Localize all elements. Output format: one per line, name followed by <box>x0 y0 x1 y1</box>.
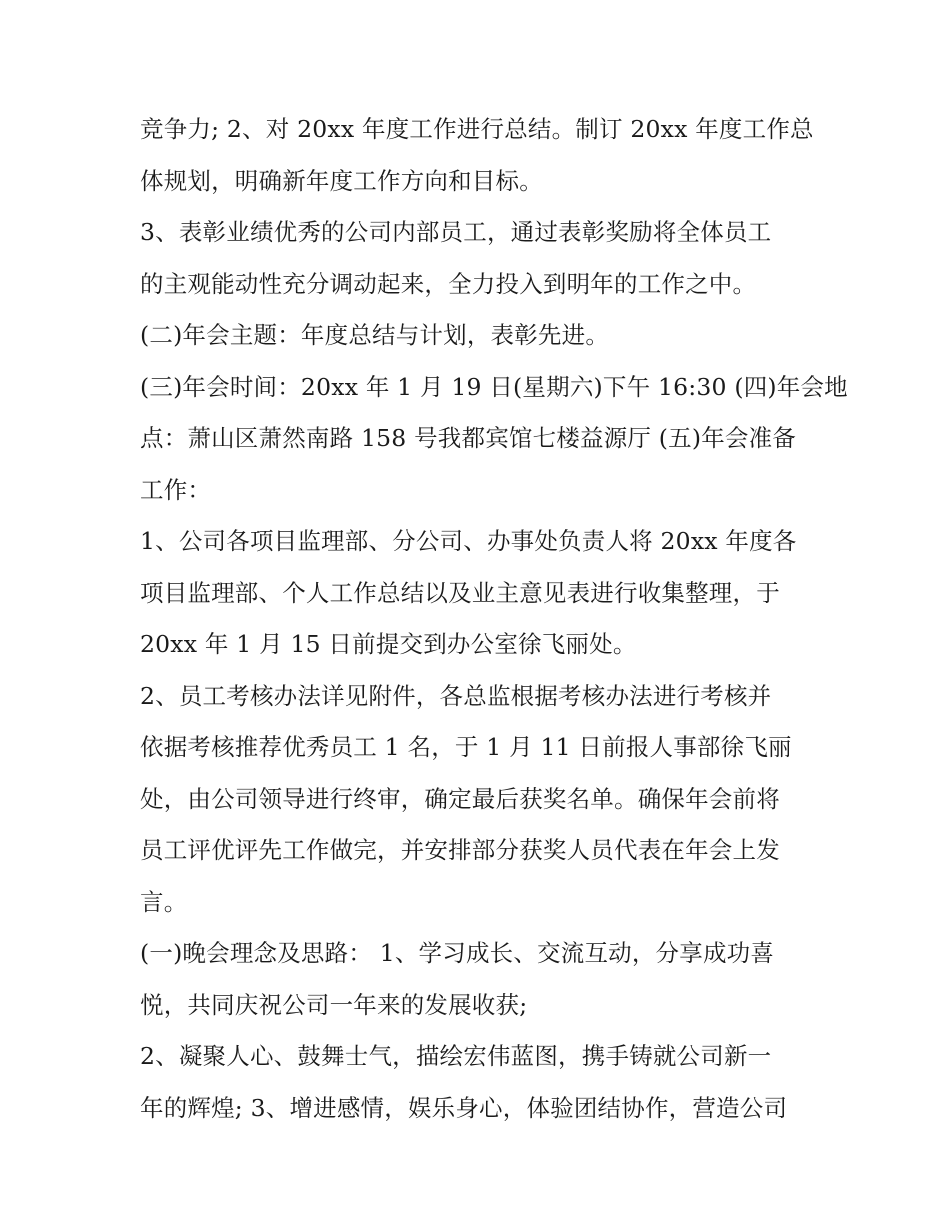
text-line: 1、公司各项目监理部、分公司、办事处负责人将 20xx 年度各 <box>140 527 797 555</box>
text-line: 20xx 年 1 月 15 日前提交到办公室徐飞丽处。 <box>140 630 637 658</box>
text-line: 依据考核推荐优秀员工 1 名，于 1 月 11 日前报人事部徐飞丽 <box>140 733 792 761</box>
text-line: 年的辉煌; 3、增进感情，娱乐身心，体验团结协作，营造公司 <box>140 1093 788 1122</box>
text-line: 悦，共同庆祝公司一年来的发展收获; <box>140 990 528 1019</box>
text-line: 处，由公司领导进行终审，确定最后获奖名单。确保年会前将 <box>140 784 780 813</box>
text-line: 点：萧山区萧然南路 158 号我都宾馆七楼益源厅 (五)年会准备 <box>140 424 796 452</box>
text-line: 项目监理部、个人工作总结以及业主意见表进行收集整理，于 <box>140 578 780 607</box>
text-line: 3、表彰业绩优秀的公司内部员工，通过表彰奖励将全体员工 <box>140 218 772 246</box>
text-line: 员工评优评先工作做完，并安排部分获奖人员代表在年会上发 <box>140 836 780 864</box>
text-line: 2、凝聚人心、鼓舞士气，描绘宏伟蓝图，携手铸就公司新一 <box>140 1042 772 1070</box>
text-line: (一)晚会理念及思路： 1、学习成长、交流互动，分享成功喜 <box>140 939 775 967</box>
text-line: 言。 <box>140 887 188 916</box>
text-line: 的主观能动性充分调动起来，全力投入到明年的工作之中。 <box>140 269 757 298</box>
text-line: (二)年会主题：年度总结与计划，表彰先进。 <box>140 321 610 349</box>
text-line: 工作： <box>140 475 212 504</box>
text-line: 竞争力; 2、对 20xx 年度工作进行总结。制订 20xx 年度工作总 <box>140 115 814 143</box>
text-line: 体规划，明确新年度工作方向和目标。 <box>140 166 543 195</box>
text-line: 2、员工考核办法详见附件，各总监根据考核办法进行考核并 <box>140 681 772 710</box>
document-body <box>140 104 848 1134</box>
text-line: (三)年会时间：20xx 年 1 月 19 日(星期六)下午 16:30 (四)年会地 <box>140 372 848 401</box>
